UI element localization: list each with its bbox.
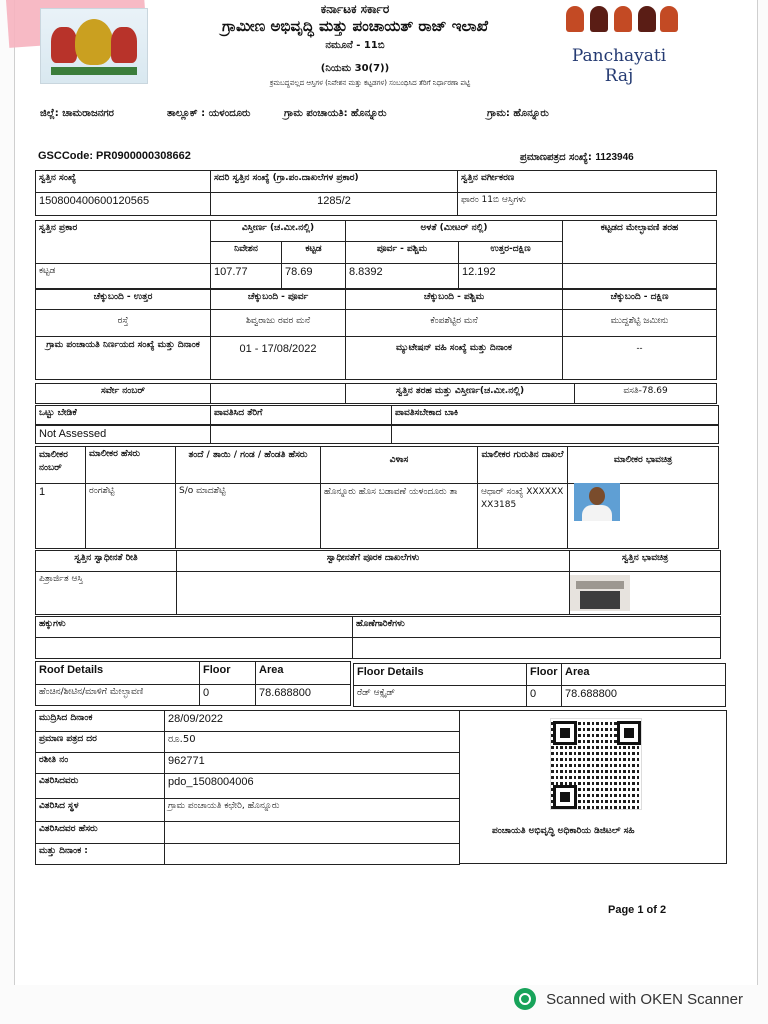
fee-label: ಪ್ರಮಾಣ ಪತ್ರದ ದರ: [35, 731, 165, 753]
resolution-label: ಗ್ರಾಮ ಪಂಚಾಯತಿ ನಿರ್ಣಯದ ಸಂಖ್ಯೆ ಮತ್ತು ದಿನಾಂಕ: [35, 336, 211, 380]
roof-type: ಹೆಂಚಿನ/ಶೀಟಿನ/ಮಾಳಿಗೆ ಮೇಲ್ಛಾವಣಿ: [35, 684, 200, 706]
certificate-number: 1123946: [595, 152, 634, 163]
property-area-label: ಸ್ವತ್ತಿನ ತರಹ ಮತ್ತು ವಿಸ್ತೀರ್ಣ(ಚ.ಮೀ.ನಲ್ಲಿ): [345, 383, 575, 404]
issuer: pdo_1508004006: [164, 773, 460, 799]
boundary-east-header: ಚೆಕ್ಕುಬಂದಿ - ಪೂರ್ವ: [210, 289, 346, 310]
north-south-value: 12.192: [458, 263, 563, 289]
floor-header: Floor: [526, 663, 562, 686]
floor-type: ರೆಡ್ ಆಕ್ಸೈಡ್: [353, 685, 527, 707]
site-header: ನಿವೇಶನ: [210, 241, 282, 264]
owner-name: ರಂಗಶೆಟ್ಟಿ: [85, 483, 176, 549]
property-no-header: ಸ್ವತ್ತಿನ ಸಂಖ್ಯೆ: [35, 170, 211, 193]
balance-header: ಪಾವತಿಸಬೇಕಾದ ಬಾಕಿ: [391, 405, 719, 425]
sign-date-label: ಮತ್ತು ದಿನಾಂಕ :: [35, 843, 165, 865]
rule-number: (ನಿಯಮ 30(7)): [320, 63, 390, 74]
roof-floor: 0: [199, 684, 256, 706]
survey-no-header: ಸದರಿ ಸ್ವತ್ತಿನ ಸಂಖ್ಯೆ (ಗ್ರಾ.ಪಂ.ದಾಖಲೆಗಳ ಪ್ರಕಾರ): [210, 170, 458, 193]
receipt-no: 962771: [164, 752, 460, 774]
taluk: ತಾಲ್ಲೂಕ್ : ಯಳಂದೂರು: [167, 108, 251, 119]
owner-address: ಹೊನ್ನೂರು ಹೊಸ ಬಡಾವಣೆ ಯಳಂದೂರು ತಾ: [320, 483, 478, 549]
total-demand: Not Assessed: [35, 425, 211, 444]
classification-header: ಸ್ವತ್ತಿನ ವರ್ಗೀಕರಣ: [457, 170, 717, 193]
certificate-number-label: ಪ್ರಮಾಣಪತ್ರದ ಸಂಖ್ಯೆ:: [520, 152, 592, 163]
fee-value: ರೂ.50: [164, 731, 460, 753]
property-type: ಕಟ್ಟಡ: [35, 263, 211, 289]
mutation-label: ಮ್ಯುಟೇಷನ್ ವಹಿ ಸಂಖ್ಯೆ ಮತ್ತು ದಿನಾಂಕ: [345, 336, 563, 380]
issuer-name: [164, 821, 460, 844]
roof-details-header: Roof Details: [35, 661, 200, 685]
district: ಜಿಲ್ಲೆ: ಚಾಮರಾಜನಗರ: [40, 108, 114, 119]
balance-due: [391, 425, 719, 444]
issue-place: ಗ್ರಾಮ ಪಂಚಾಯತಿ ಕಛೇರಿ, ಹೊನ್ನೂರು: [164, 798, 460, 822]
total-demand-header: ಒಟ್ಟು ಬೇಡಿಕೆ: [35, 405, 211, 425]
floor-number: 0: [526, 685, 562, 707]
certificate-number-row: [520, 152, 634, 163]
north-south-header: ಉತ್ತರ-ದಕ್ಷಿಣ: [458, 241, 563, 264]
floor-area: 78.688800: [561, 685, 726, 707]
roof-floor-header: Floor: [199, 661, 256, 685]
owner-id-header: ಮಾಲೀಕರ ಗುರುತಿನ ದಾಖಲೆ: [477, 446, 568, 484]
issuer-label: ವಿತರಿಸಿದವರು: [35, 773, 165, 799]
digital-signature-label: ಪಂಚಾಯತಿ ಅಭಿವೃದ್ಧಿ ಅಧಿಕಾರಿಯ ಡಿಜಿಟಲ್ ಸಹಿ: [492, 826, 635, 836]
property-type-header: ಸ್ವತ್ತಿನ ಪ್ರಕಾರ: [35, 220, 211, 264]
issue-place-label: ವಿತರಿಸಿದ ಸ್ಥಳ: [35, 798, 165, 822]
village: ಗ್ರಾಮ: ಹೊನ್ನೂರು: [487, 108, 549, 119]
relation-header: ತಂದೆ / ತಾಯಿ / ಗಂಡ / ಹೆಂಡತಿ ಹೆಸರು: [175, 446, 321, 484]
owner-relation: S/o ಮಾದಶೆಟ್ಟಿ: [175, 483, 321, 549]
roof-area-header: Area: [255, 661, 351, 685]
owner-id: ಆಧಾರ್ ಸಂಖ್ಯೆ XXXXXXXX3185: [477, 483, 568, 549]
liabilities-header: ಹೊಣೆಗಾರಿಕೆಗಳು: [352, 616, 721, 638]
panchayati-raj-logo: [556, 2, 682, 86]
qr-code-icon: [550, 718, 642, 810]
boundary-east: ಶಿವ್ವರಾಜು ರವರ ಮನೆ: [210, 309, 346, 337]
oken-scanner-logo-icon: [514, 988, 536, 1010]
karnataka-emblem-icon: [40, 8, 148, 84]
floor-area-header: Area: [561, 663, 726, 686]
print-date: 28/09/2022: [164, 710, 460, 732]
rights-value: [35, 637, 353, 659]
receipt-label: ರಶೀತಿ ನಂ: [35, 752, 165, 774]
scanner-watermark: [514, 988, 743, 1014]
extent-header: ವಿಸ್ತೀರ್ಣ (ಚ.ಮೀ.ನಲ್ಲಿ): [210, 220, 346, 242]
roof-area: 78.688800: [255, 684, 351, 706]
ownership-docs-header: ಸ್ವಾಧೀನತೆಗೆ ಪೂರಕ ದಾಖಲೆಗಳು: [176, 550, 570, 572]
department-title: ಗ್ರಾಮೀಣ ಅಭಿವೃದ್ಧಿ ಮತ್ತು ಪಂಚಾಯತ್ ರಾಜ್ ಇಲಾಖೆ: [221, 17, 489, 35]
tax-paid-header: ಪಾವತಿಸಿದ ತೆರಿಗೆ: [210, 405, 392, 425]
classification: ಫಾರಂ 11ಬಿ ಆಸ್ತಿಗಳು: [457, 192, 717, 216]
building-area: 78.69: [281, 263, 346, 289]
ownership-docs: [176, 571, 570, 615]
ownership-mode-header: ಸ್ವತ್ತಿನ ಸ್ವಾಧೀನತೆ ರೀತಿ: [35, 550, 177, 572]
form-subtitle: ಕ್ರಮಬದ್ಧವಲ್ಲದ ಆಸ್ತಿಗಳ (ನಿವೇಶನ ಮತ್ತು ಕಟ್ಟಡಗಳ) ಸಂಬಂಧಿಸಿದ ತೆರಿಗೆ ನಿರ್ಧಾರಣಾ ಪಟ್ಟಿ: [269, 79, 471, 87]
owner-no: 1: [35, 483, 86, 549]
ownership-mode: ಪಿತ್ರಾರ್ಜಿತ ಆಸ್ತಿ: [35, 571, 177, 615]
owner-name-header: ಮಾಲೀಕರ ಹೆಸರು: [85, 446, 176, 484]
property-photo-header: ಸ್ವತ್ತಿನ ಭಾವಚಿತ್ರ: [569, 550, 721, 572]
state-government-title: ಕರ್ನಾಟಕ ಸರ್ಕಾರ: [320, 2, 390, 16]
property-area-value: ವಸತಿ-78.69: [574, 383, 717, 404]
resolution-value: 01 - 17/08/2022: [210, 336, 346, 380]
survey-number-label: ಸರ್ವೇ ನಂಬರ್: [35, 383, 211, 404]
gram-panchayat: ಗ್ರಾಮ ಪಂಚಾಯತಿ: ಹೊನ್ನೂರು: [284, 108, 387, 119]
owner-photo-header: ಮಾಲೀಕರ ಭಾವಚಿತ್ರ: [567, 446, 719, 484]
print-date-label: ಮುದ್ರಿಸಿದ ದಿನಾಂಕ: [35, 710, 165, 732]
owner-no-header: ಮಾಲೀಕರ ನಂಬರ್: [35, 446, 86, 484]
boundary-north-header: ಚೆಕ್ಕುಬಂದಿ - ಉತ್ತರ: [35, 289, 211, 310]
gsc-code: GSCCode: PR0900000308662: [38, 150, 191, 162]
panchayati-raj-logo-text: Panchayati Raj: [571, 46, 667, 86]
east-west-value: 8.8392: [345, 263, 459, 289]
form-number: ನಮೂನೆ - 11ಬಿ: [325, 40, 385, 51]
building-header: ಕಟ್ಟಡ: [281, 241, 346, 264]
survey-number: 1285/2: [210, 192, 458, 216]
liabilities-value: [352, 637, 721, 659]
owner-photo: [574, 483, 620, 521]
boundary-south-header: ಚೆಕ್ಕುಬಂದಿ - ದಕ್ಷಿಣ: [562, 289, 717, 310]
east-west-header: ಪೂರ್ವ - ಪಶ್ಚಿಮ: [345, 241, 459, 264]
rights-header: ಹಕ್ಕುಗಳು: [35, 616, 353, 638]
boundary-north: ರಸ್ತೆ: [35, 309, 211, 337]
issuer-name-label: ವಿತರಿಸಿದವರ ಹೆಸರು: [35, 821, 165, 844]
sign-date: [164, 843, 460, 865]
survey-number-value: [210, 383, 346, 404]
address-header: ವಿಳಾಸ: [320, 446, 478, 484]
boundary-west: ಕೆಂಪಶೆಟ್ಟಿರ ಮನೆ: [345, 309, 563, 337]
boundary-west-header: ಚೆಕ್ಕುಬಂದಿ - ಪಶ್ಚಿಮ: [345, 289, 563, 310]
scanner-text: Scanned with OKEN Scanner: [546, 990, 743, 1008]
property-number: 150800400600120565: [35, 192, 211, 216]
building-type-header: ಕಟ್ಟಡದ ಮೇಲ್ಛಾವಣಿ ತರಹ: [562, 220, 717, 264]
floor-details-header: Floor Details: [353, 663, 527, 686]
page-number: Page 1 of 2: [608, 904, 667, 916]
site-area: 107.77: [210, 263, 282, 289]
boundary-south: ಮುದ್ದಶೆಟ್ಟಿ ಜಮೀನು: [562, 309, 717, 337]
building-type-value: [562, 263, 717, 289]
tax-paid: [210, 425, 392, 444]
property-photo: [570, 575, 630, 611]
mutation-value: --: [562, 336, 717, 380]
dimensions-header: ಅಳತೆ (ಮೀಟರ್ ನಲ್ಲಿ): [345, 220, 563, 242]
